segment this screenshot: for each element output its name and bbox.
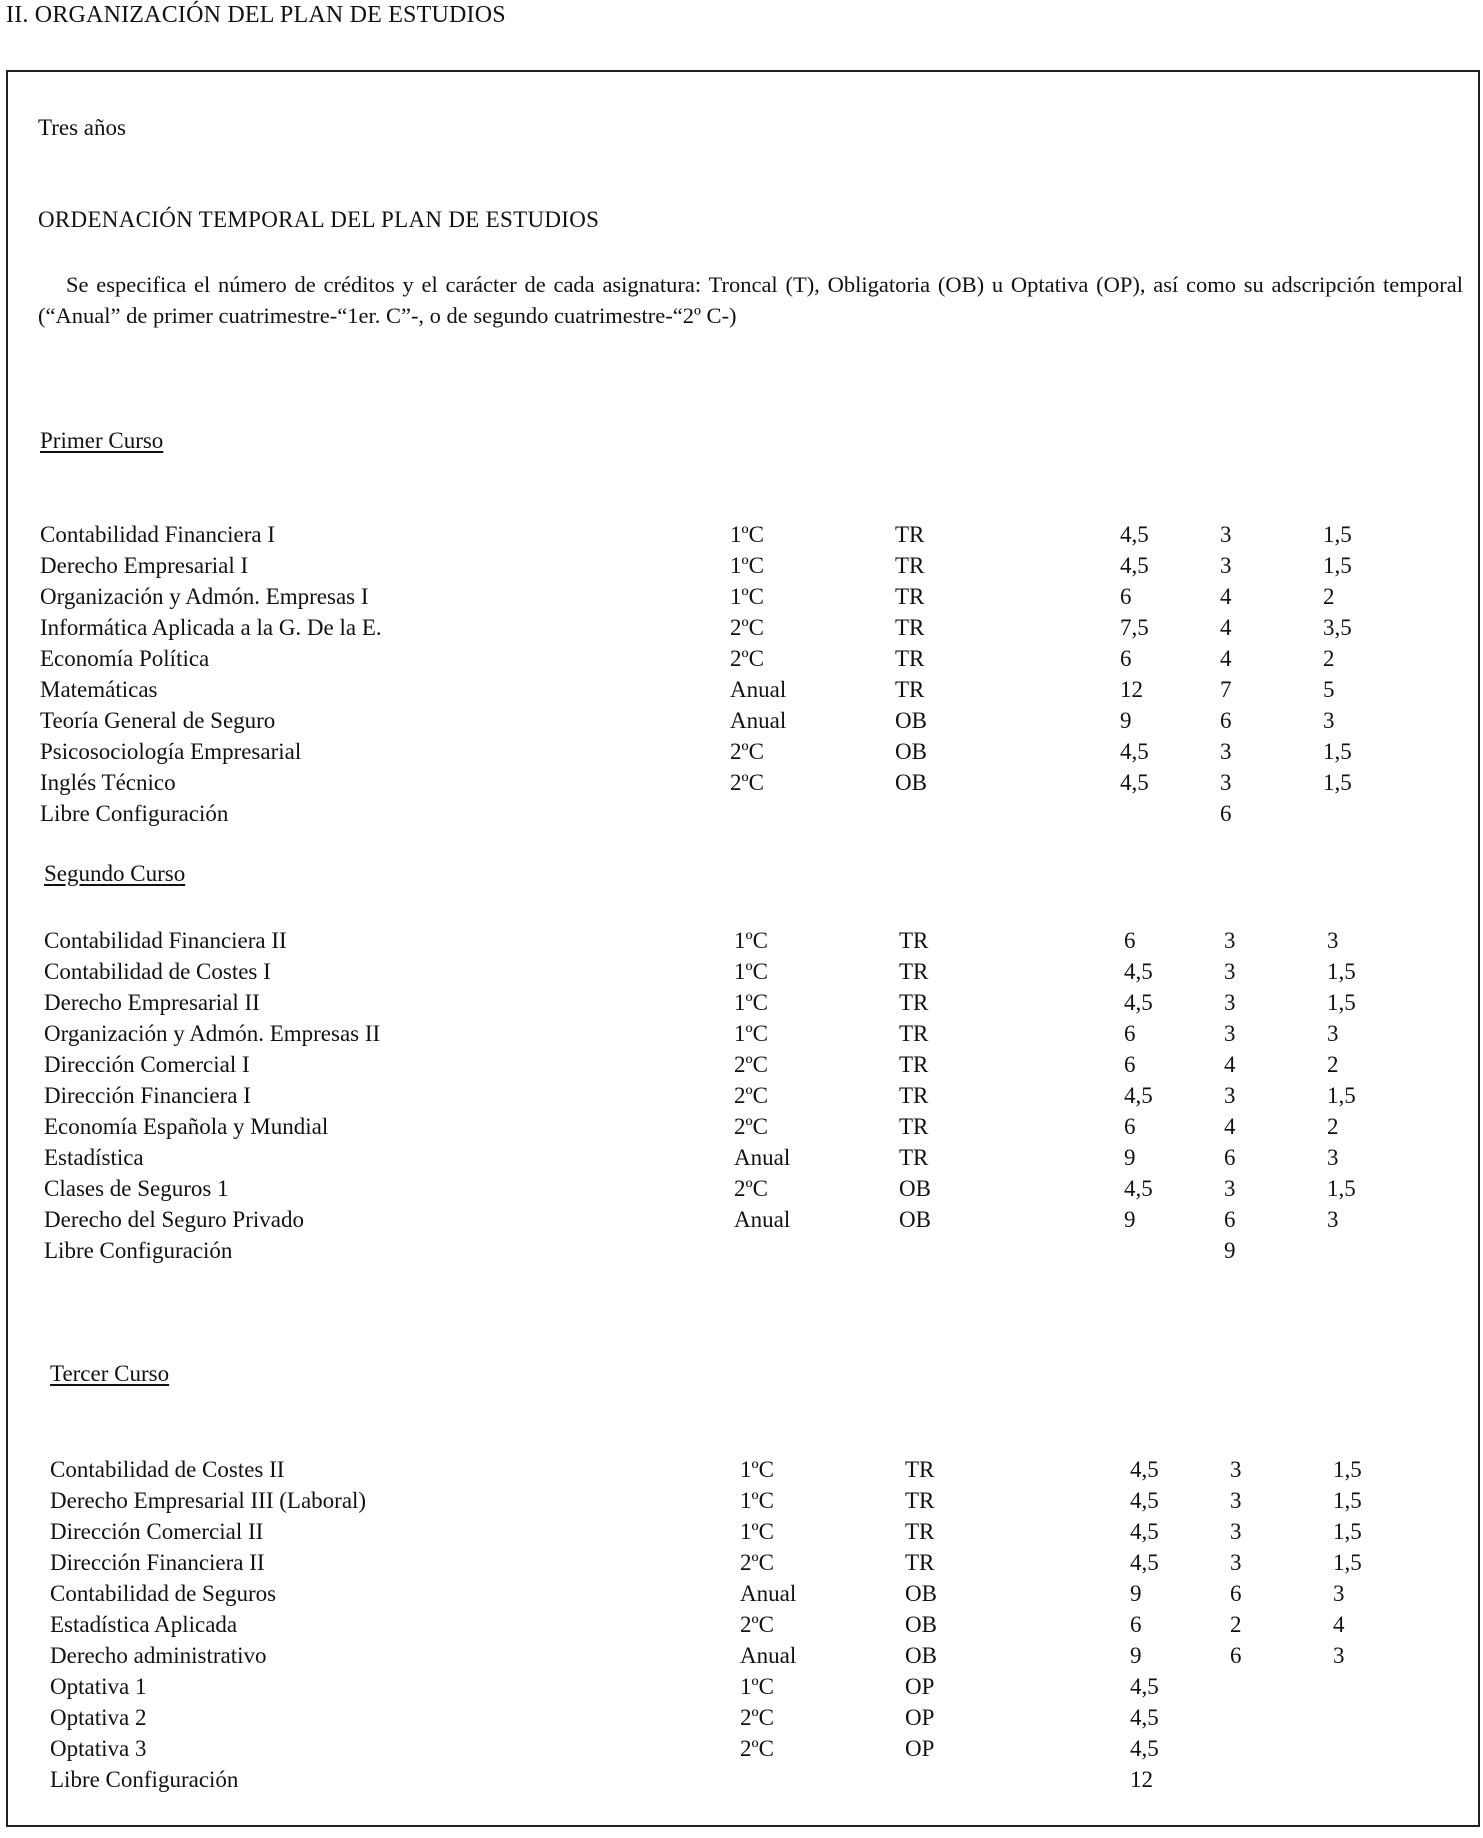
subject-name: Optativa 3 [50, 1736, 147, 1761]
table-row [50, 1578, 1403, 1609]
subject-practice-credits: 1,5 [1327, 1083, 1356, 1108]
subject-type [899, 1235, 1124, 1266]
subject-theory-credits: 4 [1224, 1052, 1236, 1077]
subject-credits: 4,5 [1130, 1457, 1159, 1482]
subject-name: Derecho del Seguro Privado [44, 1207, 304, 1232]
subject-period: Anual [734, 1145, 791, 1170]
subject-credits [1120, 798, 1220, 829]
subject-period: 2ºC [740, 1736, 774, 1761]
subject-theory-credits: 3 [1220, 739, 1232, 764]
subject-theory-credits: 3 [1220, 522, 1232, 547]
table-row [50, 1733, 1403, 1764]
subject-practice-credits: 2 [1323, 646, 1335, 671]
subject-type: TR [899, 1145, 929, 1170]
subject-period: 2ºC [740, 1612, 774, 1637]
subject-practice-credits: 1,5 [1327, 959, 1356, 984]
subject-practice-credits [1327, 1235, 1397, 1266]
subject-type: TR [905, 1519, 935, 1544]
subject-name: Contabilidad de Seguros [50, 1581, 277, 1606]
table-row [44, 1018, 1397, 1049]
subject-credits: 4,5 [1130, 1736, 1159, 1761]
subject-credits: 6 [1124, 928, 1136, 953]
subject-name: Derecho Empresarial III (Laboral) [50, 1488, 367, 1513]
subject-theory-credits: 3 [1230, 1457, 1242, 1482]
table-row [40, 550, 1393, 581]
subject-type: OB [899, 1176, 931, 1201]
table-row [50, 1516, 1403, 1547]
subject-type: OB [895, 708, 927, 733]
subject-period: 1ºC [734, 928, 768, 953]
subject-theory-credits: 6 [1230, 1643, 1242, 1668]
subject-credits: 4,5 [1130, 1488, 1159, 1513]
subject-type: TR [895, 615, 925, 640]
section-title-tercer-curso: Tercer Curso [50, 1361, 170, 1386]
subject-credits: 4,5 [1124, 1176, 1153, 1201]
subject-name: Dirección Comercial I [44, 1052, 250, 1077]
subject-practice-credits: 3 [1327, 928, 1339, 953]
course-table-tercer [50, 1454, 1403, 1795]
subject-name: Libre Configuración [40, 801, 229, 826]
subject-period: Anual [740, 1581, 797, 1606]
subject-name: Derecho Empresarial II [44, 990, 260, 1015]
subject-practice-credits: 1,5 [1323, 522, 1352, 547]
subject-type: TR [899, 959, 929, 984]
subject-theory-credits [1230, 1733, 1333, 1764]
subject-credits: 6 [1124, 1114, 1136, 1139]
table-row [50, 1702, 1403, 1733]
table-row [44, 1235, 1397, 1266]
subject-credits: 4,5 [1120, 553, 1149, 578]
subject-period: Anual [740, 1643, 797, 1668]
subject-name: Economía Española y Mundial [44, 1114, 329, 1139]
subject-period: 1ºC [730, 584, 764, 609]
table-row [44, 1049, 1397, 1080]
subject-practice-credits: 1,5 [1327, 990, 1356, 1015]
subject-type: OB [895, 770, 927, 795]
subject-period: 2ºC [730, 739, 764, 764]
subject-theory-credits [1230, 1702, 1333, 1733]
subject-practice-credits: 2 [1323, 584, 1335, 609]
subject-type: TR [895, 584, 925, 609]
subject-period [730, 798, 895, 829]
subject-type: TR [899, 1083, 929, 1108]
subject-practice-credits [1333, 1733, 1403, 1764]
table-row [40, 705, 1393, 736]
subject-practice-credits: 3 [1327, 1021, 1339, 1046]
table-row [50, 1764, 1403, 1795]
subject-name: Contabilidad Financiera II [44, 928, 287, 953]
table-row [50, 1547, 1403, 1578]
subject-period: 2ºC [730, 770, 764, 795]
subject-name: Dirección Financiera I [44, 1083, 251, 1108]
table-row [50, 1671, 1403, 1702]
subject-name: Derecho administrativo [50, 1643, 267, 1668]
subject-period: 2ºC [740, 1705, 774, 1730]
subject-theory-credits: 3 [1230, 1519, 1242, 1544]
subject-theory-credits [1230, 1764, 1333, 1795]
subject-theory-credits: 3 [1224, 1021, 1236, 1046]
subject-period: 1ºC [740, 1488, 774, 1513]
intro-paragraph: Se especifica el número de créditos y el carácter de cada asignatura: Troncal (T), Obligatoria (OB) u Optativa (OP), así como su adscripción temporal (“Anual” de primer cuatrimestre-“1er. C”-, o de segundo cuatrimestre-“2º C-) [38, 272, 1463, 328]
subject-practice-credits: 3 [1327, 1207, 1339, 1232]
subject-name: Contabilidad de Costes II [50, 1457, 285, 1482]
subject-name: Libre Configuración [44, 1238, 233, 1263]
table-row [40, 581, 1393, 612]
subject-period: 2ºC [740, 1550, 774, 1575]
subject-theory-credits: 6 [1224, 1145, 1236, 1170]
subject-period: 1ºC [734, 959, 768, 984]
subject-practice-credits [1333, 1702, 1403, 1733]
subject-credits: 4,5 [1130, 1519, 1159, 1544]
table-row [50, 1609, 1403, 1640]
subject-name: Estadística [44, 1145, 144, 1170]
subject-name: Organización y Admón. Empresas I [40, 584, 369, 609]
subject-credits: 6 [1124, 1021, 1136, 1046]
subject-type: OB [905, 1612, 937, 1637]
subject-type: TR [899, 990, 929, 1015]
subject-period: 2ºC [734, 1083, 768, 1108]
subject-credits: 12 [1130, 1767, 1153, 1792]
table-row [40, 519, 1393, 550]
subject-credits: 9 [1120, 708, 1132, 733]
subject-theory-credits [1230, 1671, 1333, 1702]
subject-period: 1ºC [740, 1674, 774, 1699]
table-row [40, 612, 1393, 643]
subject-period [734, 1235, 899, 1266]
subject-theory-credits: 6 [1230, 1581, 1242, 1606]
subject-period: 2ºC [734, 1114, 768, 1139]
subject-period: 2ºC [730, 615, 764, 640]
subject-period: 2ºC [734, 1176, 768, 1201]
subject-type: OP [905, 1674, 935, 1699]
subject-practice-credits: 3 [1333, 1581, 1345, 1606]
subject-practice-credits: 1,5 [1333, 1457, 1362, 1482]
subject-name: Dirección Financiera II [50, 1550, 265, 1575]
subject-type: OB [899, 1207, 931, 1232]
subject-theory-credits: 3 [1224, 959, 1236, 984]
subject-credits: 12 [1120, 677, 1143, 702]
subject-type: TR [905, 1550, 935, 1575]
subject-theory-credits: 4 [1220, 584, 1232, 609]
table-row [40, 736, 1393, 767]
subject-name: Informática Aplicada a la G. De la E. [40, 615, 382, 640]
subject-credits [1124, 1235, 1224, 1266]
section-title-segundo-curso: Segundo Curso [44, 861, 186, 886]
subject-period: 1ºC [740, 1457, 774, 1482]
temporal-heading: ORDENACIÓN TEMPORAL DEL PLAN DE ESTUDIOS [38, 207, 600, 232]
subject-theory-credits: 4 [1220, 646, 1232, 671]
subject-practice-credits: 1,5 [1327, 1176, 1356, 1201]
subject-practice-credits: 4 [1333, 1612, 1345, 1637]
subject-practice-credits: 2 [1327, 1052, 1339, 1077]
subject-name: Teoría General de Seguro [40, 708, 276, 733]
subject-name: Libre Configuración [50, 1767, 239, 1792]
table-row [44, 1204, 1397, 1235]
subject-type: TR [905, 1488, 935, 1513]
subject-period: 1ºC [730, 522, 764, 547]
subject-name: Matemáticas [40, 677, 158, 702]
subject-practice-credits [1333, 1764, 1403, 1795]
subject-practice-credits: 5 [1323, 677, 1335, 702]
subject-period [740, 1764, 905, 1795]
subject-practice-credits: 1,5 [1333, 1488, 1362, 1513]
subject-name: Economía Política [40, 646, 210, 671]
subject-credits: 9 [1130, 1643, 1142, 1668]
subject-type: TR [899, 1052, 929, 1077]
subject-type: TR [895, 553, 925, 578]
subject-theory-credits: 2 [1230, 1612, 1242, 1637]
table-row [40, 643, 1393, 674]
subject-name: Clases de Seguros 1 [44, 1176, 229, 1201]
subject-credits: 4,5 [1124, 990, 1153, 1015]
subject-credits: 4,5 [1130, 1674, 1159, 1699]
subject-credits: 4,5 [1120, 739, 1149, 764]
subject-practice-credits: 3 [1323, 708, 1335, 733]
subject-type: TR [899, 1114, 929, 1139]
subject-type: OP [905, 1736, 935, 1761]
subject-practice-credits: 3 [1327, 1145, 1339, 1170]
subject-type: OB [905, 1581, 937, 1606]
subject-theory-credits: 6 [1224, 1207, 1236, 1232]
table-row [44, 1080, 1397, 1111]
subject-type: TR [895, 646, 925, 671]
subject-name: Optativa 2 [50, 1705, 147, 1730]
table-row [40, 767, 1393, 798]
table-row [50, 1454, 1403, 1485]
subject-credits: 7,5 [1120, 615, 1149, 640]
subject-practice-credits [1333, 1671, 1403, 1702]
subject-type: OB [905, 1643, 937, 1668]
subject-theory-credits: 3 [1220, 553, 1232, 578]
subject-type: TR [899, 928, 929, 953]
subject-theory-credits: 3 [1224, 928, 1236, 953]
table-row [50, 1640, 1403, 1671]
subject-name: Inglés Técnico [40, 770, 176, 795]
subject-theory-credits: 7 [1220, 677, 1232, 702]
subject-theory-credits: 3 [1224, 990, 1236, 1015]
subject-credits: 4,5 [1130, 1705, 1159, 1730]
subject-type [905, 1764, 1130, 1795]
subject-type: OP [905, 1705, 935, 1730]
table-row [44, 1142, 1397, 1173]
table-row [44, 956, 1397, 987]
subject-theory-credits: 3 [1224, 1176, 1236, 1201]
subject-credits: 4,5 [1120, 522, 1149, 547]
subject-period: 1ºC [740, 1519, 774, 1544]
subject-name: Dirección Comercial II [50, 1519, 264, 1544]
subject-practice-credits: 1,5 [1323, 553, 1352, 578]
subject-practice-credits: 3 [1333, 1643, 1345, 1668]
subject-type: TR [895, 677, 925, 702]
subject-name: Contabilidad de Costes I [44, 959, 271, 984]
subject-practice-credits: 1,5 [1323, 739, 1352, 764]
document-heading: II. ORGANIZACIÓN DEL PLAN DE ESTUDIOS [6, 2, 506, 28]
subject-theory-credits: 3 [1224, 1083, 1236, 1108]
subject-type [895, 798, 1120, 829]
subject-credits: 9 [1124, 1207, 1136, 1232]
course-table-segundo [44, 925, 1397, 1266]
subject-theory-credits: 4 [1224, 1114, 1236, 1139]
subject-practice-credits: 1,5 [1323, 770, 1352, 795]
section-title-primer-curso: Primer Curso [40, 428, 164, 453]
subject-practice-credits: 2 [1327, 1114, 1339, 1139]
subject-period: Anual [730, 677, 787, 702]
subject-type: TR [905, 1457, 935, 1482]
subject-period: 1ºC [734, 1021, 768, 1046]
subject-credits: 6 [1120, 646, 1132, 671]
subject-period: Anual [730, 708, 787, 733]
subject-type: TR [899, 1021, 929, 1046]
subject-period: 2ºC [734, 1052, 768, 1077]
subject-credits: 9 [1130, 1581, 1142, 1606]
subject-type: TR [895, 522, 925, 547]
table-row [44, 1111, 1397, 1142]
duration-text: Tres años [38, 115, 126, 140]
subject-theory-credits: 3 [1220, 770, 1232, 795]
subject-name: Psicosociología Empresarial [40, 739, 302, 764]
subject-credits: 6 [1120, 584, 1132, 609]
course-table-primer [40, 519, 1393, 829]
subject-name: Organización y Admón. Empresas II [44, 1021, 381, 1046]
subject-period: 2ºC [730, 646, 764, 671]
table-row [44, 987, 1397, 1018]
subject-credits: 4,5 [1120, 770, 1149, 795]
subject-theory-credits: 3 [1230, 1488, 1242, 1513]
subject-period: Anual [734, 1207, 791, 1232]
subject-credits: 6 [1124, 1052, 1136, 1077]
subject-name: Contabilidad Financiera I [40, 522, 276, 547]
subject-period: 1ºC [734, 990, 768, 1015]
subject-credits: 4,5 [1130, 1550, 1159, 1575]
table-row [44, 1173, 1397, 1204]
subject-name: Derecho Empresarial I [40, 553, 249, 578]
subject-name: Estadística Aplicada [50, 1612, 238, 1637]
subject-theory-credits: 6 [1220, 801, 1232, 826]
table-row [44, 925, 1397, 956]
subject-credits: 6 [1130, 1612, 1142, 1637]
subject-practice-credits: 3,5 [1323, 615, 1352, 640]
subject-credits: 4,5 [1124, 1083, 1153, 1108]
subject-practice-credits: 1,5 [1333, 1550, 1362, 1575]
subject-theory-credits: 3 [1230, 1550, 1242, 1575]
subject-theory-credits: 4 [1220, 615, 1232, 640]
subject-practice-credits: 1,5 [1333, 1519, 1362, 1544]
subject-theory-credits: 6 [1220, 708, 1232, 733]
table-row [40, 674, 1393, 705]
subject-period: 1ºC [730, 553, 764, 578]
table-row [50, 1485, 1403, 1516]
subject-type: OB [895, 739, 927, 764]
subject-theory-credits: 9 [1224, 1238, 1236, 1263]
subject-name: Optativa 1 [50, 1674, 147, 1699]
subject-credits: 9 [1124, 1145, 1136, 1170]
subject-practice-credits [1323, 798, 1393, 829]
subject-credits: 4,5 [1124, 959, 1153, 984]
table-row [40, 798, 1393, 829]
